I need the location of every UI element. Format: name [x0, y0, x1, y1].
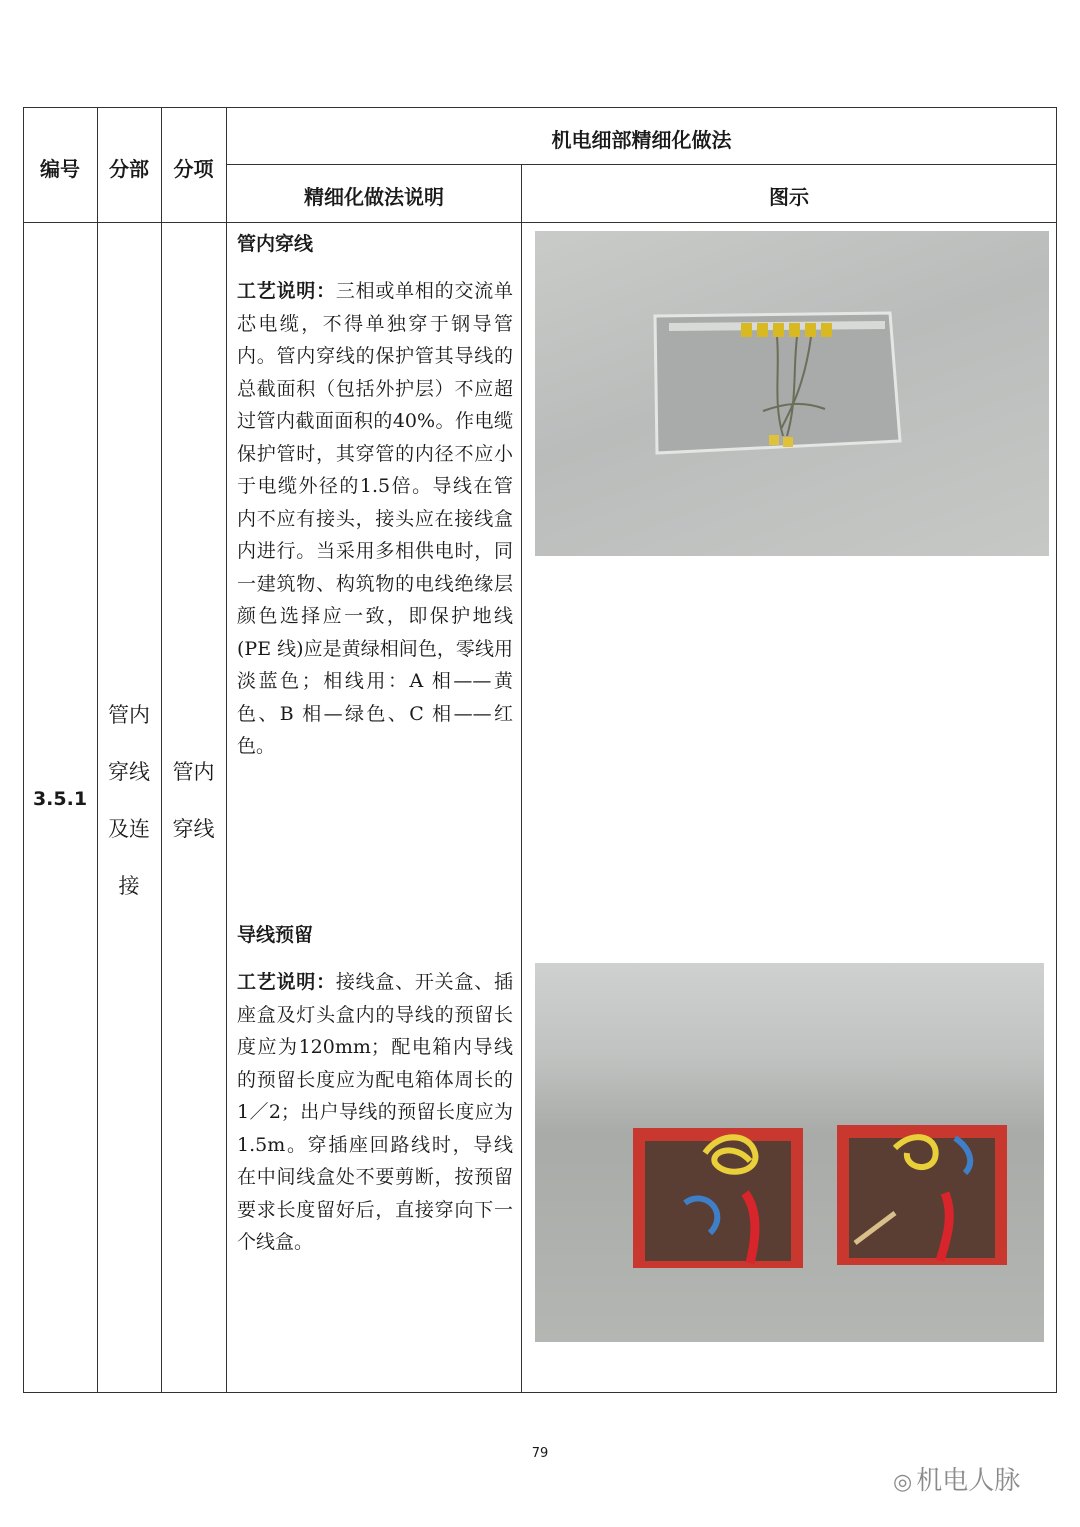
item-line: 管内	[172, 760, 215, 784]
page-number: 79	[531, 1446, 549, 1461]
division-line: 穿线	[108, 760, 150, 784]
division-line: 管内	[108, 703, 150, 727]
process-label: 工艺说明：	[237, 280, 336, 302]
division-cell	[97, 687, 161, 915]
header-subdivider	[227, 164, 1057, 165]
process-text: 三相或单相的交流单芯电缆，不得单独穿于钢导管内。管内穿线的保护管其导线的总截面积（包括外护层）不应超过管内截面面积的40%。作电缆保护管时，其穿管的内径不应小于电缆外径的1.5倍。导线在管内不应有接头，接头应在接线盒内进行。当采用多相供电时，同一建筑物、构筑物的电线绝缘层颜色选择应一致，即保护地线(PE 线)应是黄绿相间色，零线用淡蓝色；相线用：A 相——黄色、B 相—绿色、C 相——红色。	[237, 280, 513, 757]
table-top-border	[23, 107, 1057, 108]
wall-recess-junction-photo	[535, 231, 1049, 556]
red-boxes-wires-photo	[535, 963, 1044, 1342]
process-label: 工艺说明：	[237, 971, 336, 993]
header-division: 分部	[109, 157, 149, 181]
table-right-border	[1056, 107, 1057, 1393]
header-item: 分项	[173, 157, 214, 181]
item-line: 穿线	[172, 817, 215, 841]
wall-recess-junction-drawing	[535, 231, 1049, 556]
section-title: 管内穿线	[237, 233, 314, 255]
col-divider-4	[521, 164, 522, 1393]
wechat-icon: ◎	[893, 1470, 913, 1495]
division-line: 接	[118, 874, 140, 898]
header-description: 精细化做法说明	[304, 185, 444, 209]
table-left-border	[23, 107, 24, 1393]
header-number: 编号	[40, 157, 80, 181]
item-cell	[161, 744, 226, 858]
header-illustration: 图示	[769, 185, 809, 209]
section-paragraph	[237, 966, 513, 1259]
watermark-text: 机电人脉	[916, 1466, 1021, 1496]
section-title: 导线预留	[237, 924, 314, 946]
table-bottom-border	[23, 1392, 1057, 1393]
section-paragraph	[237, 275, 513, 763]
header-bottom-border	[23, 222, 1057, 223]
header-group-title: 机电细部精细化做法	[551, 128, 732, 152]
col-divider-3	[226, 107, 227, 1393]
division-line: 及连	[108, 817, 150, 841]
row-number: 3.5.1	[32, 788, 88, 810]
watermark	[893, 1460, 1020, 1497]
process-text: 接线盒、开关盒、插座盒及灯头盒内的导线的预留长度应为120mm；配电箱内导线的预留长度应为配电箱体周长的 1／2；出户导线的预留长度应为 1.5m。穿插座回路线时，导线在中间线盒处不要剪断，按预留要求长度留好后，直接穿向下一个线盒。	[237, 971, 513, 1253]
red-boxes-wires-drawing	[535, 963, 1044, 1342]
